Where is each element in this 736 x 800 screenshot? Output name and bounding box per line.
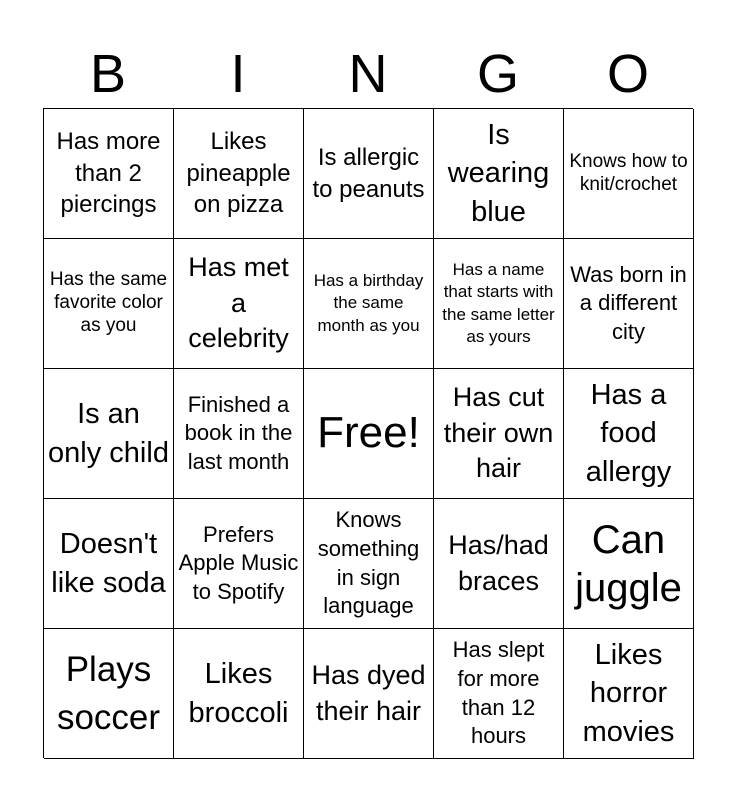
bingo-cell[interactable] [434,239,564,369]
bingo-cell[interactable] [174,109,304,239]
bingo-cell[interactable] [174,499,304,629]
cell-text: Knows how to knit/crochet [569,150,688,195]
bingo-cell[interactable] [434,629,564,759]
cell-text: Likes horror movies [582,639,675,748]
bingo-cell[interactable] [304,499,434,629]
bingo-cell[interactable] [434,369,564,499]
cell-text: Has a food allergy [585,379,672,488]
bingo-cell[interactable] [564,239,694,369]
cell-text: Doesn't like soda [51,528,166,599]
cell-text: Has dyed their hair [311,659,426,726]
cell-text: Has a name that starts with the same letter as yours [442,259,555,346]
header-letter-o: O [606,44,649,104]
cell-text: Has a birthday the same month as you [313,270,424,335]
cell-text: Was born in a different city [570,261,687,344]
cell-text: Likes pineapple on pizza [186,127,291,219]
cell-text: Is wearing blue [447,119,550,228]
header-letter-g: G [476,44,519,104]
bingo-cell[interactable] [564,499,694,629]
cell-text: Has slept for more than 12 hours [452,637,545,749]
bingo-board [43,108,693,758]
cell-text: Can juggle [575,517,682,610]
bingo-cell[interactable] [174,629,304,759]
cell-text: Has more than 2 piercings [56,127,161,219]
bingo-cell[interactable] [564,629,694,759]
cell-text: Has cut their own hair [443,382,554,484]
bingo-cell[interactable] [434,109,564,239]
bingo-cell[interactable] [44,499,174,629]
cell-text: Is an only child [48,398,169,469]
cell-text: Likes broccoli [188,658,289,729]
bingo-header [43,40,693,108]
bingo-cell[interactable] [304,629,434,759]
bingo-cell[interactable] [44,629,174,759]
bingo-cell[interactable] [304,109,434,239]
cell-text: Knows something in sign language [317,507,420,619]
cell-text: Prefers Apple Music to Spotify [178,521,299,604]
cell-text: Has the same favorite color as you [49,269,168,336]
header-letter-b: B [89,44,127,104]
bingo-cell[interactable] [174,239,304,369]
bingo-cell[interactable] [564,369,694,499]
cell-text: Free! [317,408,420,458]
header-letter-i: I [230,44,246,104]
cell-text: Plays soccer [56,650,161,737]
cell-text: Finished a book in the last month [184,391,293,474]
bingo-cell[interactable] [304,239,434,369]
bingo-cell[interactable] [174,369,304,499]
bingo-cell[interactable] [434,499,564,629]
bingo-cell[interactable] [564,109,694,239]
bingo-cell[interactable] [44,109,174,239]
bingo-cell-free[interactable] [304,369,434,499]
bingo-cell[interactable] [44,369,174,499]
cell-text: Is allergic to peanuts [312,143,425,203]
cell-text: Has met a celebrity [188,252,289,354]
bingo-cell[interactable] [44,239,174,369]
header-letter-n: N [348,44,388,104]
cell-text: Has/had braces [448,529,549,596]
